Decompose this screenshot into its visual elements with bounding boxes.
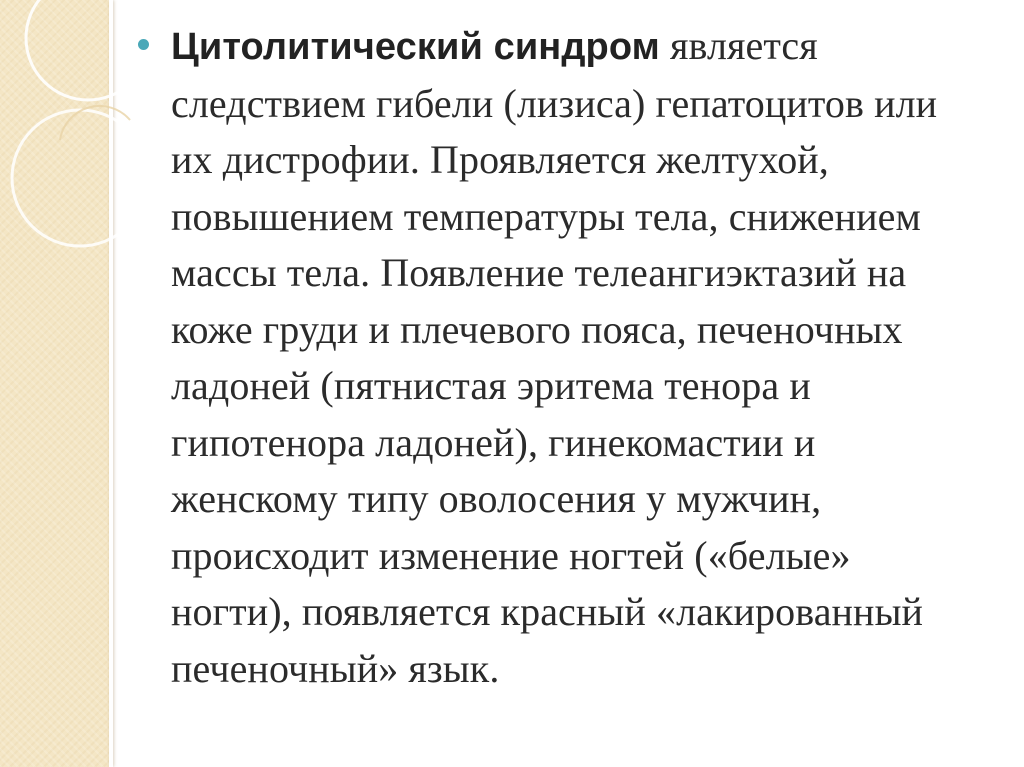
term-heading: Цитолитический синдром bbox=[171, 26, 660, 68]
slide-content bbox=[138, 18, 978, 697]
term-description: является следствием гибели (лизиса) гепатоцитов или их дистрофии. Проявляется желтухой, повышением температуры тела, снижением массы тела. Появление телеангиэктазий на коже груди и плечевого пояса, печеночных ладоней (пятнистая эритема тенора и гипотенора ладоней), гинекомастии и женскому типу оволосения у мужчин, происходит изменение ногтей («белые» ногти), появляется красный «лакированный печеночный» язык. bbox=[171, 23, 938, 691]
bullet-item bbox=[138, 18, 978, 697]
bullet-dot-icon bbox=[138, 39, 149, 50]
bullet-paragraph bbox=[171, 18, 961, 697]
decorative-rings bbox=[0, 0, 160, 300]
